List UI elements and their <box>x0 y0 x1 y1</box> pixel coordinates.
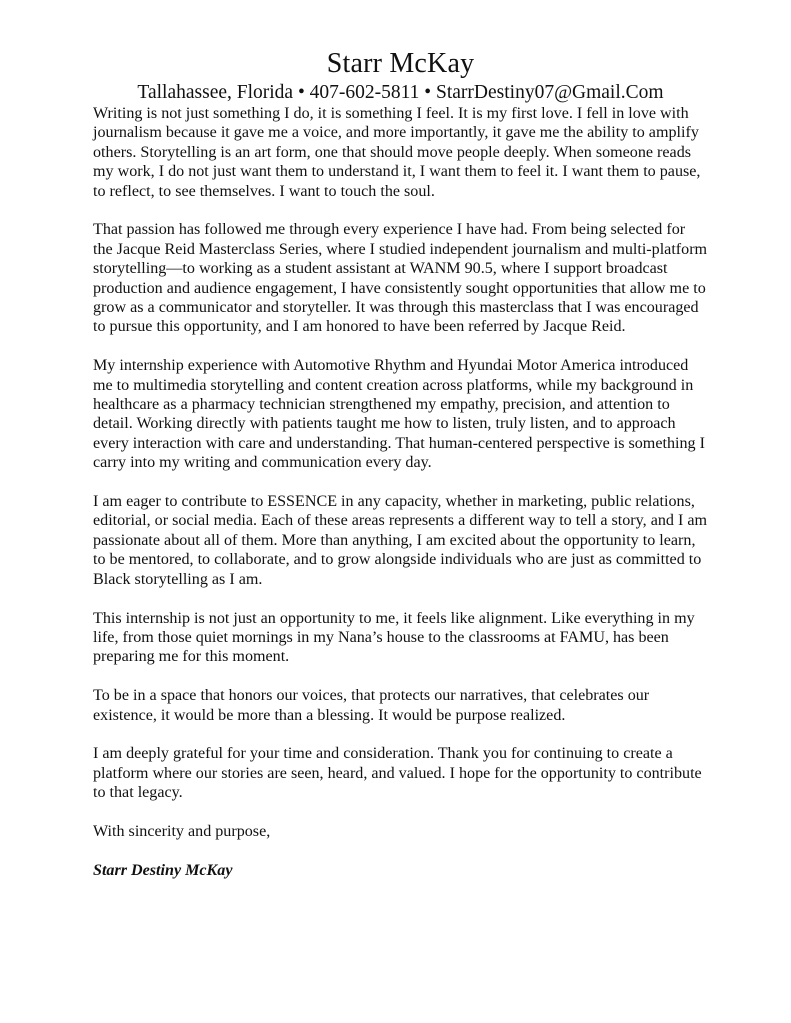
cover-letter-page <box>93 48 708 880</box>
paragraph-gratitude: I am deeply grateful for your time and consideration. Thank you for continuing to create a platform where our stories are seen, heard, and valued. I hope for the opportunity to contribute to that legacy. <box>93 745 702 802</box>
paragraph-passion: That passion has followed me through every experience I have had. From being selected for the Jacque Reid Masterclass Series, where I studied independent journalism and multi-platform storytelling—to working as a student assistant at WANM 90.5, where I support broadcast production and audience engagement, I have consistently sought opportunities that allow me to grow as a communicator and storyteller. It was through this masterclass that I was encouraged to pursue this opportunity, and I am honored to have been referred by Jacque Reid. <box>93 221 708 336</box>
paragraph-alignment: This internship is not just an opportunity to me, it feels like alignment. Like everything in my life, from those quiet mornings in my Nana’s house to the classrooms at FAMU, has been preparing me for this moment. <box>93 609 695 666</box>
paragraph-intro: Writing is not just something I do, it is something I feel. It is my first love. I fell in love with journalism because it gave me a voice, and more importantly, it gave me the ability to amplify others. Storytelling is an art form, one that should move people deeply. When someone reads my work, I do not just want them to understand it, I want them to feel it. I want them to pause, to reflect, to see themselves. I want to touch the soul. <box>93 105 701 200</box>
letter-body <box>93 104 708 880</box>
paragraph-purpose: To be in a space that honors our voices, that protects our narratives, that celebrates our existence, it would be more than a blessing. It would be purpose realized. <box>93 687 650 724</box>
paragraph-experience: My internship experience with Automotive Rhythm and Hyundai Motor America introduced me to multimedia storytelling and content creation across platforms, while my background in healthcare as a pharmacy technician strengthened my empathy, precision, and attention to detail. Working directly with patients taught me how to listen, truly listen, and to approach every interaction with care and understanding. That human-centered perspective is something I carry into my writing and communication every day. <box>93 357 705 472</box>
closing-line: With sincerity and purpose, <box>93 822 271 840</box>
author-name-heading: Starr McKay <box>326 48 475 79</box>
contact-line: Tallahassee, Florida • 407-602-5811 • StarrDestiny07@Gmail.Com <box>137 82 664 103</box>
signature: Starr Destiny McKay <box>93 861 233 879</box>
paragraph-contribution: I am eager to contribute to ESSENCE in any capacity, whether in marketing, public relations, editorial, or social media. Each of these areas represents a different way to tell a story, and I am passionate about all of them. More than anything, I am excited about the opportunity to learn, to be mentored, to collaborate, and to grow alongside individuals who are just as committed to Black storytelling as I am. <box>93 493 707 588</box>
